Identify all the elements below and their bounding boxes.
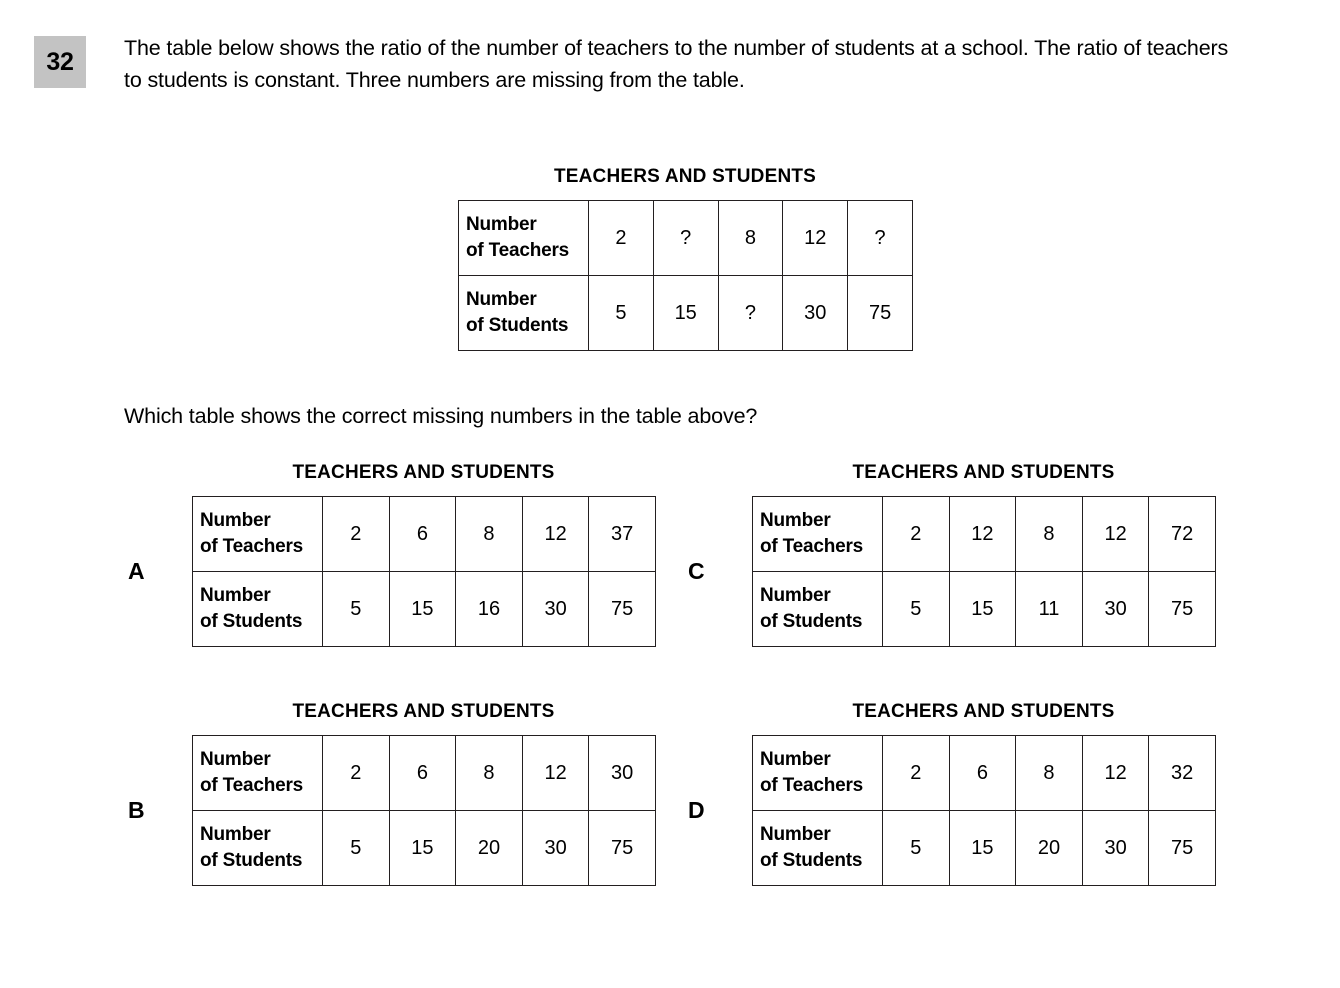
row-label-teachers-line1: Number <box>760 749 831 770</box>
cell-teachers-5: 37 <box>589 497 656 572</box>
option-b-table-title: TEACHERS AND STUDENTS <box>292 701 555 722</box>
row-label-students <box>193 811 323 886</box>
stem-table-block <box>458 166 913 351</box>
cell-students-4: 30 <box>783 276 848 351</box>
table-row-teachers <box>753 497 1216 572</box>
option-letter-b[interactable]: B <box>128 797 145 823</box>
cell-teachers-2: 6 <box>949 736 1016 811</box>
cell-students-2: 15 <box>949 572 1016 647</box>
option-d-table-block[interactable] <box>752 701 1216 886</box>
cell-teachers-4: 12 <box>783 201 848 276</box>
cell-students-1: 5 <box>589 276 654 351</box>
cell-students-4: 30 <box>522 811 589 886</box>
row-label-teachers <box>459 201 589 276</box>
table-row-teachers <box>753 736 1216 811</box>
cell-students-5: 75 <box>1149 572 1216 647</box>
cell-students-3: 20 <box>456 811 523 886</box>
cell-teachers-1: 2 <box>589 201 654 276</box>
row-label-teachers-line2: of Teachers <box>760 775 864 796</box>
cell-teachers-5: 32 <box>1149 736 1216 811</box>
cell-teachers-3: 8 <box>718 201 783 276</box>
row-label-teachers-line2: of Teachers <box>466 240 570 261</box>
row-label-students-line2: of Students <box>760 850 863 871</box>
row-label-students <box>753 572 883 647</box>
cell-students-4: 30 <box>1082 572 1149 647</box>
row-label-teachers <box>753 497 883 572</box>
cell-teachers-2: ? <box>653 201 718 276</box>
table-row-students <box>193 572 656 647</box>
row-label-students-line1: Number <box>760 824 831 845</box>
table-row-students <box>753 572 1216 647</box>
cell-teachers-3: 8 <box>456 497 523 572</box>
cell-teachers-2: 6 <box>389 497 456 572</box>
option-a-table[interactable] <box>192 496 656 647</box>
cell-teachers-3: 8 <box>1016 497 1083 572</box>
cell-students-4: 30 <box>1082 811 1149 886</box>
cell-teachers-3: 8 <box>1016 736 1083 811</box>
option-b-table-block[interactable] <box>192 701 656 886</box>
stem-table <box>458 200 913 351</box>
cell-teachers-5: 72 <box>1149 497 1216 572</box>
cell-teachers-1: 2 <box>883 736 950 811</box>
cell-students-3: 11 <box>1016 572 1083 647</box>
cell-students-1: 5 <box>883 811 950 886</box>
cell-students-4: 30 <box>522 572 589 647</box>
row-label-teachers-line2: of Teachers <box>200 536 304 557</box>
option-c-table[interactable] <box>752 496 1216 647</box>
row-label-students-line1: Number <box>466 289 537 310</box>
cell-students-5: 75 <box>1149 811 1216 886</box>
cell-students-3: 16 <box>456 572 523 647</box>
table-row-teachers <box>193 736 656 811</box>
row-label-teachers-line1: Number <box>200 510 271 531</box>
cell-teachers-4: 12 <box>1082 497 1149 572</box>
row-label-teachers-line1: Number <box>760 510 831 531</box>
question-prompt: Which table shows the correct missing numbers in the table above? <box>124 404 758 428</box>
cell-teachers-4: 12 <box>522 736 589 811</box>
option-b-table[interactable] <box>192 735 656 886</box>
cell-students-3: ? <box>718 276 783 351</box>
question-stem-text: The table below shows the ratio of the number of teachers to the number of students at a school. The ratio of teachers to students is constant. Three numbers are missing from the table. <box>124 36 1229 92</box>
option-letter-a[interactable]: A <box>128 558 145 584</box>
cell-teachers-4: 12 <box>522 497 589 572</box>
cell-students-5: 75 <box>589 572 656 647</box>
row-label-teachers <box>193 736 323 811</box>
option-c-table-title: TEACHERS AND STUDENTS <box>852 462 1115 483</box>
row-label-teachers-line1: Number <box>200 749 271 770</box>
row-label-students <box>753 811 883 886</box>
cell-students-1: 5 <box>883 572 950 647</box>
cell-students-2: 15 <box>389 811 456 886</box>
cell-students-3: 20 <box>1016 811 1083 886</box>
cell-students-2: 15 <box>949 811 1016 886</box>
cell-students-1: 5 <box>323 811 390 886</box>
table-row-students <box>193 811 656 886</box>
cell-students-5: 75 <box>848 276 913 351</box>
option-d-table[interactable] <box>752 735 1216 886</box>
row-label-students-line1: Number <box>760 585 831 606</box>
cell-teachers-1: 2 <box>323 736 390 811</box>
stem-table-title: TEACHERS AND STUDENTS <box>553 166 817 187</box>
row-label-teachers <box>193 497 323 572</box>
option-a-table-block[interactable] <box>192 462 656 647</box>
question-header <box>0 0 1340 145</box>
cell-students-2: 15 <box>653 276 718 351</box>
cell-students-1: 5 <box>323 572 390 647</box>
table-row-students <box>753 811 1216 886</box>
option-c-table-block[interactable] <box>752 462 1216 647</box>
row-label-students <box>193 572 323 647</box>
cell-students-5: 75 <box>589 811 656 886</box>
table-row-teachers <box>193 497 656 572</box>
question-number-badge: 32 <box>34 36 86 88</box>
cell-teachers-2: 12 <box>949 497 1016 572</box>
row-label-students <box>459 276 589 351</box>
option-letter-c[interactable]: C <box>688 558 705 584</box>
option-letter-d[interactable]: D <box>688 797 705 823</box>
row-label-teachers-line2: of Teachers <box>200 775 304 796</box>
option-a-table-title: TEACHERS AND STUDENTS <box>292 462 555 483</box>
row-label-students-line2: of Students <box>760 611 863 632</box>
row-label-students-line2: of Students <box>466 315 569 336</box>
row-label-students-line2: of Students <box>200 611 303 632</box>
cell-teachers-1: 2 <box>883 497 950 572</box>
cell-teachers-5: ? <box>848 201 913 276</box>
cell-teachers-1: 2 <box>323 497 390 572</box>
table-row-students <box>459 276 913 351</box>
cell-teachers-3: 8 <box>456 736 523 811</box>
cell-teachers-2: 6 <box>389 736 456 811</box>
row-label-teachers <box>753 736 883 811</box>
row-label-teachers-line1: Number <box>466 214 537 235</box>
row-label-teachers-line2: of Teachers <box>760 536 864 557</box>
cell-students-2: 15 <box>389 572 456 647</box>
table-row-teachers <box>459 201 913 276</box>
row-label-students-line2: of Students <box>200 850 303 871</box>
row-label-students-line1: Number <box>200 824 271 845</box>
option-d-table-title: TEACHERS AND STUDENTS <box>852 701 1115 722</box>
cell-teachers-4: 12 <box>1082 736 1149 811</box>
cell-teachers-5: 30 <box>589 736 656 811</box>
row-label-students-line1: Number <box>200 585 271 606</box>
